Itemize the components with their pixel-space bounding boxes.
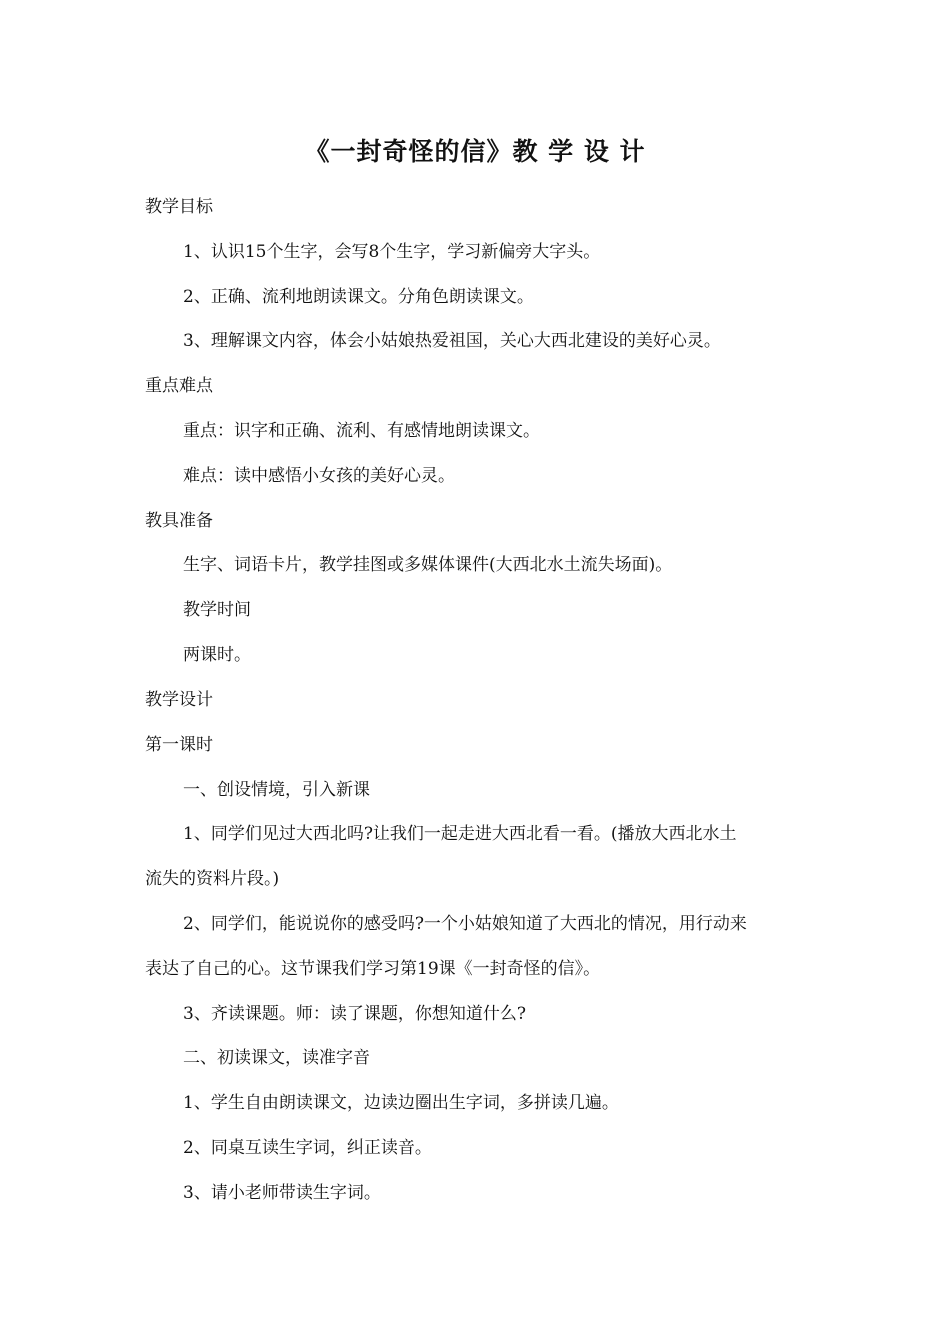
step-two-item-3: 3、请小老师带读生字词。 [183, 1183, 381, 1203]
section-heading-key-points: 重点难点 [145, 376, 213, 396]
step-one-item-2: 2、同学们，能说说你的感受吗?一个小姑娘知道了大西北的情况，用行动来 [183, 914, 747, 934]
materials-text: 生字、词语卡片，教学挂图或多媒体课件(大西北水土流失场面)。 [183, 555, 673, 575]
goal-item-2: 2、正确、流利地朗读课文。分角色朗读课文。 [183, 287, 534, 307]
lesson-one-heading: 第一课时 [145, 735, 213, 755]
document-title: 《一封奇怪的信》教 学 设 计 [304, 137, 646, 166]
teaching-time-heading: 教学时间 [183, 600, 251, 620]
goal-item-3: 3、理解课文内容，体会小姑娘热爱祖国，关心大西北建设的美好心灵。 [183, 331, 721, 351]
step-two-item-1: 1、学生自由朗读课文，边读边圈出生字词，多拼读几遍。 [183, 1093, 619, 1113]
step-two-heading: 二、初读课文，读准字音 [183, 1048, 370, 1068]
step-one-item-3: 3、齐读课题。师：读了课题，你想知道什么? [183, 1004, 526, 1024]
step-one-item-1-continued: 流失的资料片段。) [145, 869, 280, 889]
step-one-item-2-continued: 表达了自己的心。这节课我们学习第19课《一封奇怪的信》。 [145, 959, 601, 979]
teaching-time-text: 两课时。 [183, 645, 251, 665]
section-heading-design: 教学设计 [145, 690, 213, 710]
difficulty-text: 难点：读中感悟小女孩的美好心灵。 [183, 466, 455, 486]
goal-item-1: 1、认识15个生字，会写8个生字，学习新偏旁大字头。 [183, 242, 601, 262]
section-heading-teaching-goals: 教学目标 [145, 197, 213, 217]
step-one-heading: 一、创设情境，引入新课 [183, 780, 370, 800]
section-heading-materials: 教具准备 [145, 511, 213, 531]
step-one-item-1: 1、同学们见过大西北吗?让我们一起走进大西北看一看。(播放大西北水土 [183, 824, 737, 844]
step-two-item-2: 2、同桌互读生字词，纠正读音。 [183, 1138, 432, 1158]
key-point-text: 重点：识字和正确、流利、有感情地朗读课文。 [183, 421, 540, 441]
